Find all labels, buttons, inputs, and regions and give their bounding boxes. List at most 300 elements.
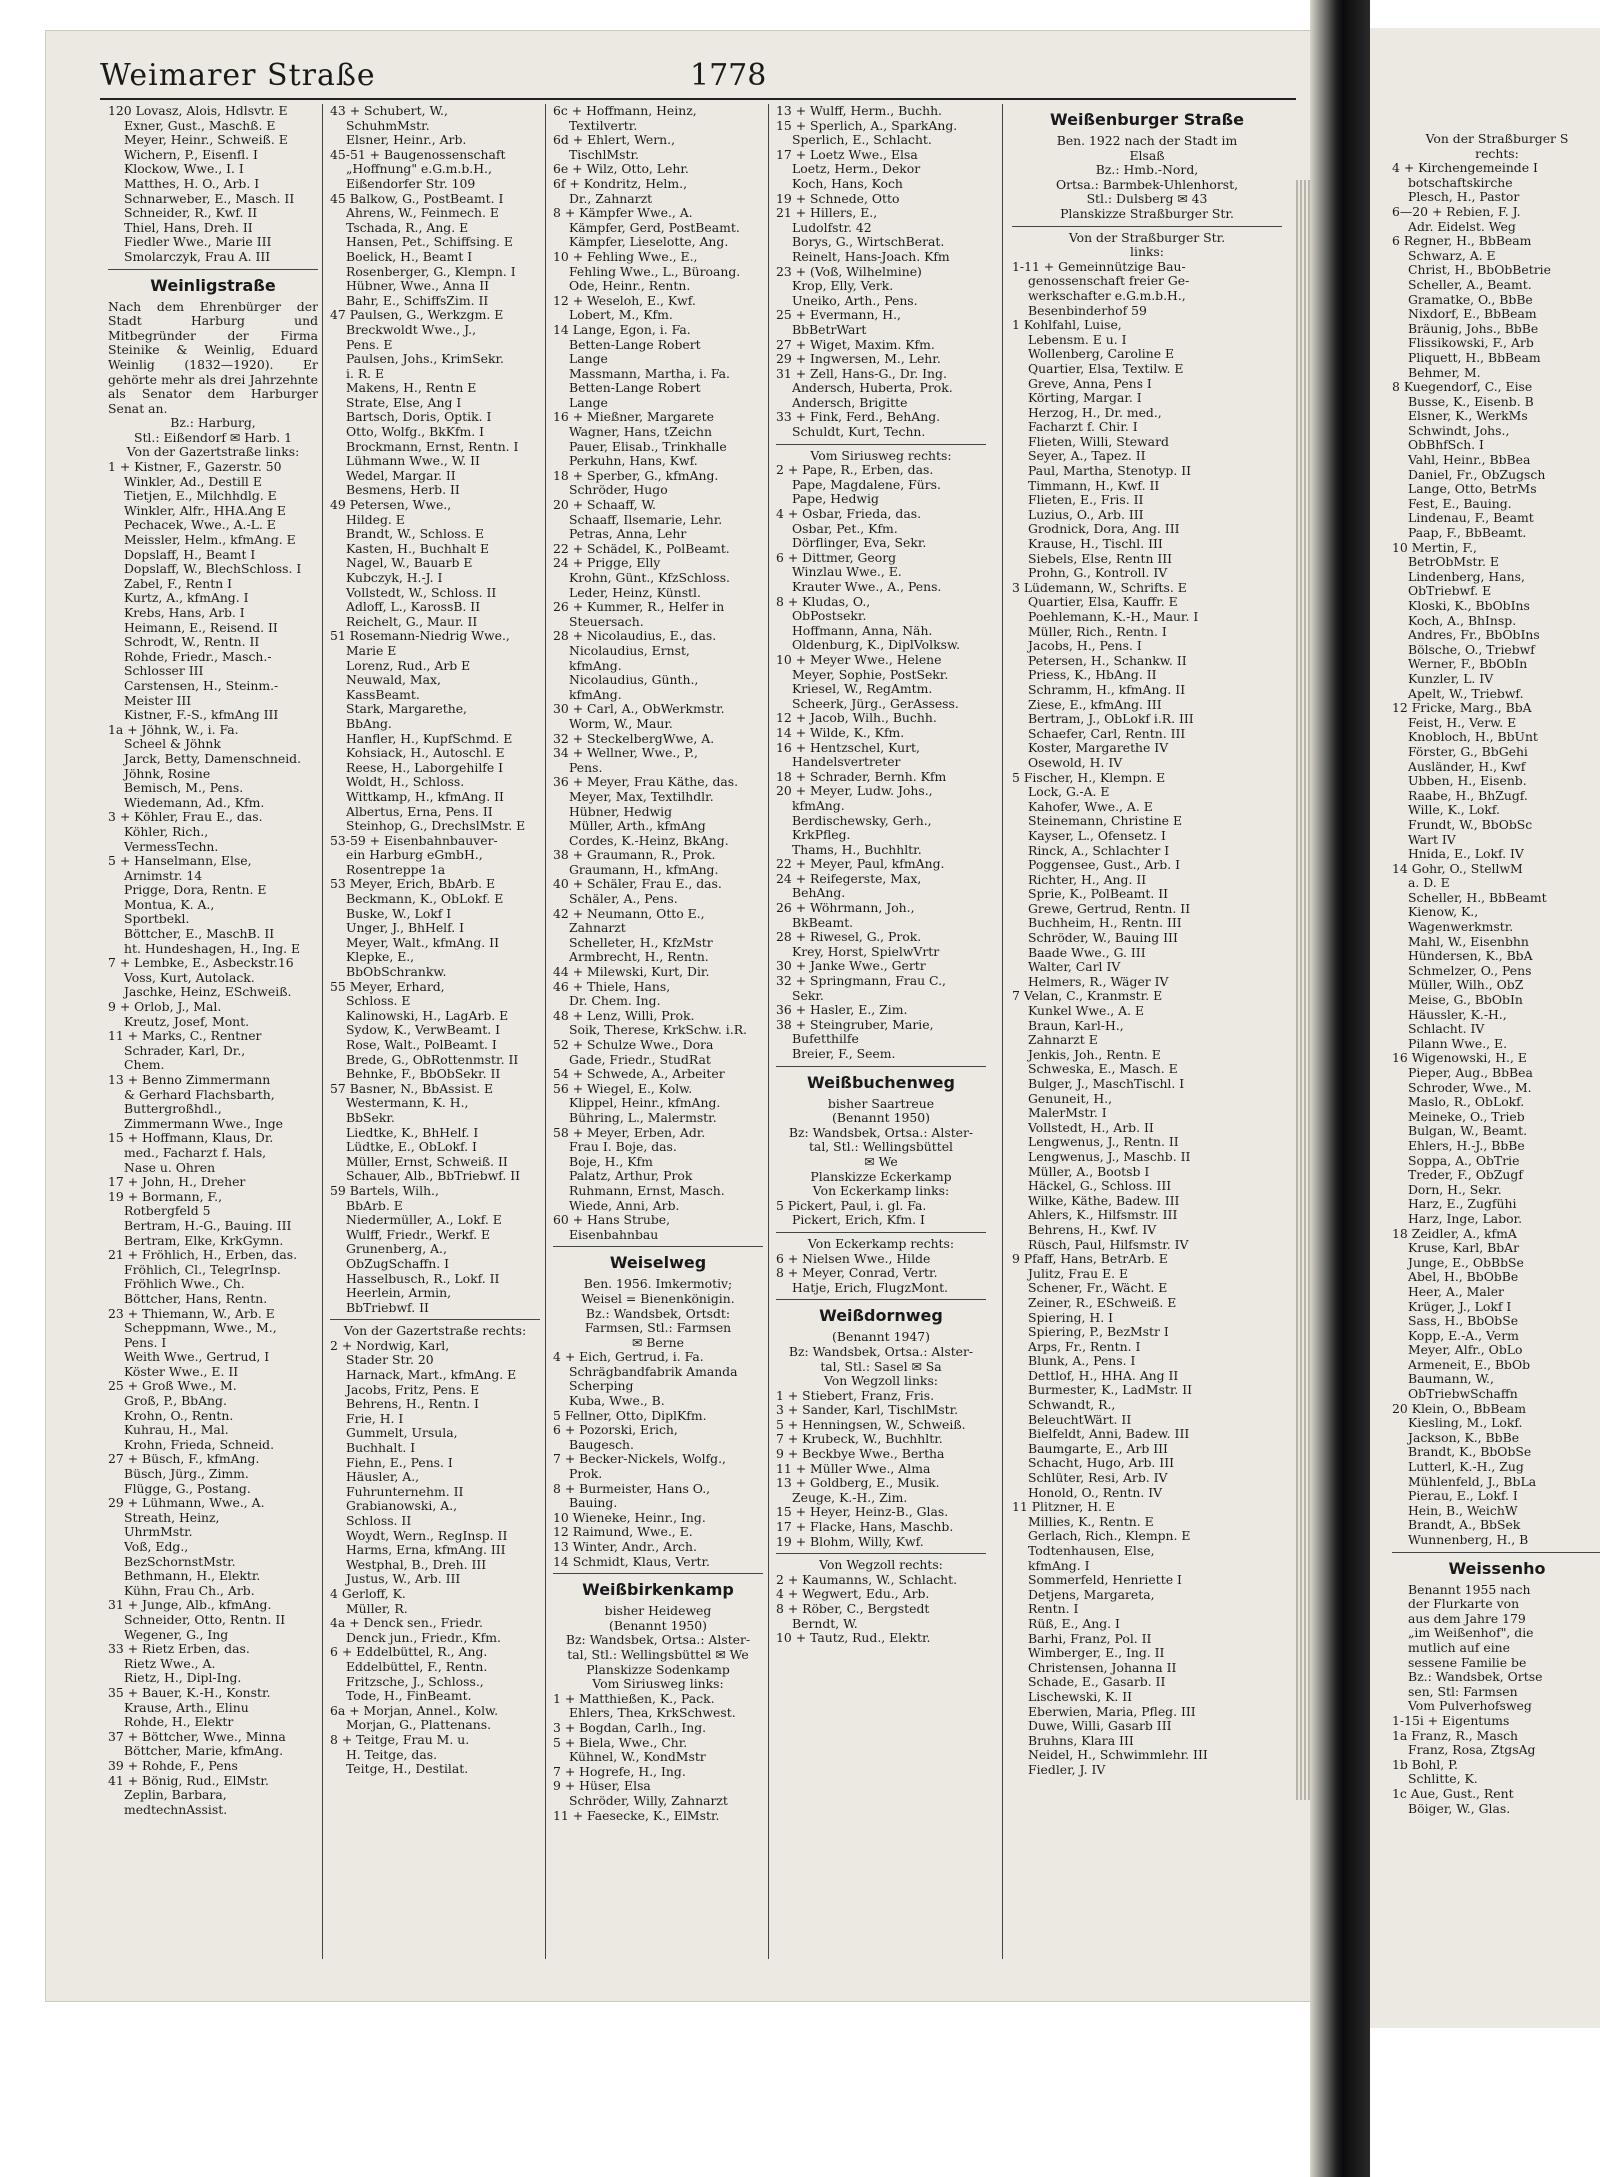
entry-subline: Lange, Otto, BetrMs: [1408, 481, 1537, 497]
entry-subline: Liedtke, K., BhHelf. I: [346, 1124, 479, 1140]
entry-subline: Scheel & Jöhnk: [124, 736, 221, 752]
section-rule: [776, 1066, 986, 1067]
entry-subline: Krohn, O., Rentn.: [124, 1407, 234, 1423]
entry-subline: Marie E: [346, 642, 397, 658]
entry-subline: Meyer, Max, Textilhdlr.: [569, 788, 714, 804]
entry-subline: ein Harburg eGmbH.,: [346, 847, 483, 863]
street-heading: Weiselweg: [609, 1253, 707, 1273]
entry-subline: Rietz, H., Dipl-Ing.: [124, 1670, 242, 1686]
entry-subline: Buchhalt. I: [346, 1440, 416, 1456]
entry-subline: Schlacht. IV: [1408, 1021, 1485, 1037]
entry-line: 3 + Bogdan, Carlh., Ing.: [553, 1719, 707, 1735]
entry-subline: Handelsvertreter: [792, 754, 901, 770]
centered-note: links:: [1130, 244, 1164, 260]
entry-subline: Harz, Inge, Labor.: [1408, 1210, 1523, 1226]
entry-line: 1 + Stiebert, Franz, Fris.: [776, 1387, 935, 1403]
entry-subline: BbSekr.: [346, 1109, 395, 1125]
entry-subline: Müller, Wilh., ObZ: [1408, 977, 1524, 993]
entry-subline: Rüsch, Paul, Hilfsmstr. IV: [1028, 1236, 1189, 1252]
entry-subline: Jacobs, H., Pens. I: [1028, 638, 1142, 654]
entry-subline: Berndt, W.: [792, 1615, 858, 1631]
section-rule: [108, 269, 318, 270]
entry-line: 6 + Eddelbüttel, R., Ang.: [330, 1644, 488, 1660]
entry-subline: Kühnel, W., KondMstr: [569, 1749, 706, 1765]
entry-subline: Frau I. Boje, das.: [569, 1139, 677, 1155]
entry-line: 38 + Steingruber, Marie,: [776, 1016, 934, 1032]
entry-line: 14 + Wilde, K., Kfm.: [776, 724, 905, 740]
entry-line: 29 + Ingwersen, M., Lehr.: [776, 351, 941, 367]
entry-subline: Kasten, H., Buchhalt E: [346, 540, 490, 556]
entry-line: 22 + Schädel, K., PolBeamt.: [553, 540, 730, 556]
entry-subline: Poggensee, Gust., Arb. I: [1028, 857, 1180, 873]
entry-line: 17 + John, H., Dreher: [108, 1174, 246, 1190]
directory-column-3: [553, 104, 763, 1823]
entry-subline: Poehlemann, K.-H., Maur. I: [1028, 609, 1199, 624]
entry-subline: Pickert, Erich, Kfm. I: [792, 1212, 925, 1228]
entry-subline: Kienow, K.,: [1408, 904, 1479, 920]
next-page: [1370, 28, 1600, 2028]
entry-subline: Bölsche, O., Triebwf: [1408, 641, 1535, 657]
entry-subline: UhrmMstr.: [124, 1524, 193, 1540]
entry-subline: Sommerfeld, Henriette I: [1028, 1572, 1182, 1588]
entry-subline: Herzog, H., Dr. med.,: [1028, 404, 1162, 420]
entry-subline: Worm, W., Maur.: [569, 715, 673, 731]
entry-subline: Kunzler, L. IV: [1408, 670, 1494, 686]
entry-subline: H. Teitge, das.: [346, 1746, 438, 1762]
entry-subline: BehAng.: [792, 885, 846, 901]
entry-subline: Breckwoldt Wwe., J.,: [346, 321, 477, 337]
entry-subline: Meineke, O., Trieb: [1408, 1108, 1525, 1124]
centered-note: Bz: Wandsbek, Ortsa.: Alster-: [788, 1343, 974, 1359]
entry-subline: Schelleter, H., KfzMstr: [569, 934, 713, 950]
entry-line: 25 + Evermann, H.,: [776, 307, 901, 323]
entry-subline: ObTriebwSchaffn: [1408, 1386, 1518, 1402]
entry-subline: Krop, Elly, Verk.: [792, 278, 894, 294]
entry-subline: Behrens, H., Rentn. I: [346, 1396, 479, 1412]
entry-subline: Schramm, H., kfmAng. II: [1028, 681, 1186, 697]
entry-subline: Flieten, Willi, Steward: [1028, 433, 1169, 449]
entry-line: 9 Pfaff, Hans, BetrArb. E: [1012, 1251, 1168, 1267]
entry-line: 8 + Kämpfer Wwe., A.: [553, 205, 693, 221]
entry-line: 24 + Prigge, Elly: [553, 555, 661, 571]
entry-subline: Werner, F., BbObIn: [1408, 656, 1528, 672]
entry-subline: BbBetrWart: [792, 321, 867, 337]
entry-line: 46 + Thiele, Hans,: [553, 978, 671, 994]
entry-line: 14 Gohr, O., StellwM: [1392, 860, 1523, 876]
entry-line: 6f + Kondritz, Helm.,: [553, 175, 688, 191]
entry-subline: Kämpfer, Gerd, PostBeamt.: [569, 219, 740, 235]
section-rule: [1012, 226, 1282, 227]
entry-subline: Honold, O., Rentn. IV: [1028, 1484, 1163, 1500]
entry-subline: Klepke, E.,: [346, 949, 415, 965]
entry-subline: BbArb. E: [346, 1197, 403, 1213]
directory-column-5: [1012, 104, 1282, 1778]
entry-line: 20 Klein, O., BbBeam: [1392, 1400, 1526, 1416]
entry-subline: Lindenau, F., Beamt: [1408, 510, 1534, 526]
entry-subline: Woydt, Wern., RegInsp. II: [346, 1527, 508, 1543]
section-rule: [330, 1319, 540, 1320]
entry-subline: Schwandt, R.,: [1028, 1397, 1116, 1413]
directory-column-1: [108, 104, 318, 1817]
entry-line: 52 + Schulze Wwe., Dora: [553, 1037, 714, 1052]
entry-subline: Meister III: [124, 692, 192, 708]
entry-subline: Kistner, F.-S., kfmAng III: [124, 707, 279, 723]
entry-subline: Kohsiack, H., Autoschl. E: [346, 745, 505, 761]
entry-subline: ObBhfSch. I: [1408, 437, 1484, 453]
entry-subline: Kunkel Wwe., A. E: [1028, 1003, 1145, 1019]
centered-note: Bz.: Hmb.-Nord,: [1095, 162, 1199, 178]
entry-line: 5 Fellner, Otto, DiplKfm.: [553, 1407, 707, 1423]
entry-line: 3 + Sander, Karl, TischlMstr.: [776, 1402, 959, 1418]
entry-subline: Kloski, K., BbObIns: [1408, 598, 1530, 613]
entry-subline: Neidel, H., Schwimmlehr. III: [1028, 1747, 1208, 1763]
entry-subline: Sportbekl.: [124, 911, 190, 927]
entry-subline: Bertram, J., ObLokf i.R. III: [1028, 711, 1194, 727]
entry-subline: Wagner, Hans, tZeichn: [569, 424, 712, 440]
centered-note: Vom Siriusweg links:: [592, 1676, 724, 1692]
entry-subline: Wagenwerkmstr.: [1408, 919, 1514, 935]
entry-subline: aus dem Jahre 179: [1408, 1610, 1526, 1626]
entry-subline: ObTriebwf. E: [1408, 583, 1492, 599]
entry-line: 28 + Riwesel, G., Prok.: [776, 929, 922, 945]
entry-line: 8 + Kludas, O.,: [776, 593, 871, 609]
entry-subline: Gade, Friedr., StudRat: [569, 1051, 711, 1067]
entry-subline: Westphal, B., Dreh. III: [346, 1556, 487, 1572]
entry-subline: Schroder, Wwe., M.: [1408, 1079, 1532, 1095]
entry-subline: Exner, Gust., Maschß. E: [124, 117, 276, 133]
entry-subline: Pieper, Aug., BbBea: [1408, 1065, 1533, 1080]
entry-subline: Montua, K. A.,: [124, 896, 215, 912]
entry-line: 40 + Schäler, Frau E., das.: [553, 876, 722, 892]
entry-subline: Treder, F., ObZugf: [1408, 1167, 1523, 1183]
entry-subline: Häussler, K.-H.,: [1408, 1006, 1507, 1022]
entry-subline: Franz, Rosa, ZtgsAg: [1408, 1742, 1536, 1758]
entry-subline: Meyer, Sophie, PostSekr.: [792, 666, 949, 682]
entry-subline: Hanfler, H., KupfSchmd. E: [346, 730, 513, 746]
entry-subline: Lutterl, K.-H., Zug: [1408, 1459, 1524, 1475]
entry-line: 14 Schmidt, Klaus, Vertr.: [553, 1553, 710, 1569]
centered-note: Bz.: Harburg,: [170, 415, 256, 431]
centered-note: Von Eckerkamp rechts:: [807, 1235, 955, 1251]
centered-note: Bz: Wandsbek, Ortsa.: Alster-: [788, 1124, 974, 1140]
entry-subline: Benannt 1955 nach: [1408, 1581, 1531, 1597]
entry-subline: Bulger, J., MaschTischl. I: [1028, 1076, 1185, 1091]
entry-line: 18 + Schrader, Bernh. Kfm: [776, 768, 947, 784]
section-rule: [776, 1232, 986, 1233]
entry-subline: Ruhmann, Ernst, Masch.: [569, 1182, 725, 1198]
entry-line: 11 + Marks, C., Rentner: [108, 1028, 262, 1044]
entry-subline: Brandt, K., BbObSe: [1408, 1444, 1532, 1460]
street-heading: Weißenburger Straße: [1050, 110, 1244, 129]
entry-line: 2 + Nordwig, Karl,: [330, 1337, 450, 1353]
entry-line: 2 + Pape, R., Erben, das.: [776, 462, 934, 478]
entry-line: 58 + Meyer, Erben, Adr.: [553, 1124, 706, 1140]
entry-subline: Körting, Margar. I: [1028, 390, 1142, 406]
entry-line: 49 Petersen, Wwe.,: [330, 497, 452, 513]
entry-subline: Rinck, A., Schlachter I: [1028, 842, 1170, 858]
entry-subline: Pechacek, Wwe., A.-L. E: [124, 517, 276, 533]
entry-subline: Soik, Therese, KrkSchw. i.R.: [569, 1022, 747, 1038]
entry-subline: Harms, Erna, kfmAng. III: [346, 1542, 506, 1558]
entry-subline: Otto, Wolfg., BkKfm. I: [346, 424, 485, 440]
entry-subline: Quartier, Elsa, Kauffr. E: [1028, 594, 1178, 610]
entry-subline: Millies, K., Rentn. E: [1028, 1513, 1154, 1529]
entry-line: 16 Wigenowski, H., E: [1392, 1050, 1527, 1066]
entry-subline: Dettlof, H., HHA. Ang II: [1028, 1367, 1179, 1383]
entry-line: 5 + Biela, Wwe., Chr.: [553, 1734, 688, 1750]
entry-line: 26 + Wöhrmann, Joh.,: [776, 900, 915, 916]
entry-line: 32 + Springmann, Frau C.,: [776, 973, 946, 989]
entry-subline: Wegener, G., Ing: [124, 1626, 229, 1642]
entry-subline: Förster, G., BbGehi: [1408, 743, 1528, 759]
entry-subline: med., Facharzt f. Hals,: [124, 1144, 267, 1160]
entry-subline: Dr. Chem. Ing.: [569, 993, 661, 1009]
entry-subline: Julitz, Frau E. E: [1028, 1265, 1129, 1281]
entry-subline: Mahl, W., Eisenbhn: [1408, 933, 1529, 949]
entry-line: 15 + Sperlich, A., SparkAng.: [776, 117, 958, 133]
entry-subline: Fröhlich, Cl., TelegrInsp.: [124, 1261, 281, 1277]
entry-subline: Sprie, K., PolBeamt. II: [1028, 886, 1169, 902]
entry-subline: Schacht, Hugo, Arb. III: [1028, 1455, 1174, 1471]
entry-subline: Helmers, R., Wäger IV: [1028, 973, 1169, 989]
entry-line: 1 Kohlfahl, Luise,: [1012, 317, 1122, 333]
street-intro: Nach dem Ehrenbürger der Stadt Harburg und Mitbegründer der Firma Steinike & Weinlig, Eduard Weinlig (1832—1920). Er gehörte mehr als drei Jahrzehnte als Senator dem Harburger Senat an.: [108, 298, 318, 416]
entry-line: 10 Wieneke, Heinr., Ing.: [553, 1509, 706, 1525]
entry-line: 17 + Flacke, Hans, Maschb.: [776, 1519, 954, 1535]
entry-subline: Kalinowski, H., LagArb. E: [346, 1007, 509, 1023]
entry-subline: Heerlein, Armin,: [346, 1285, 452, 1301]
entry-subline: Lobert, M., Kfm.: [569, 307, 673, 323]
centered-note: Bz: Wandsbek, Ortsa.: Alster-: [565, 1632, 751, 1648]
entry-subline: Strate, Else, Ang I: [346, 394, 462, 410]
entry-subline: Adloff, L., KarossB. II: [346, 599, 481, 615]
entry-line: 8 Kuegendorf, C., Eise: [1392, 379, 1533, 395]
entry-subline: Kuhrau, H., Mal.: [124, 1422, 229, 1438]
entry-subline: Schröder, W., Bauing III: [1028, 930, 1178, 946]
entry-subline: Müller, A., Bootsb I: [1028, 1163, 1150, 1179]
entry-subline: werkschafter e.G.m.b.H.,: [1028, 287, 1186, 303]
entry-subline: Schloss. II: [346, 1513, 412, 1528]
entry-subline: Köster Wwe., E. II: [124, 1363, 239, 1379]
centered-note: tal, Stl.: Wellingsbüttel ✉ We: [567, 1646, 749, 1662]
entry-subline: Hoffmann, Anna, Näh.: [792, 622, 933, 638]
entry-subline: Teitge, H., Destilat.: [346, 1761, 469, 1777]
entry-line: 5 + Hanselmann, Else,: [108, 853, 252, 869]
entry-subline: Müller, R.: [346, 1600, 408, 1616]
entry-subline: Beckmann, K., ObLokf. E: [346, 891, 504, 907]
entry-line: 12 Fricke, Marg., BbA: [1392, 700, 1532, 716]
entry-line: 22 + Meyer, Paul, kfmAng.: [776, 856, 945, 872]
entry-line: 4 + Osbar, Frieda, das.: [776, 506, 922, 522]
entry-line: 7 + Hogrefe, H., Ing.: [553, 1763, 686, 1779]
entry-subline: Blunk, A., Pens. I: [1028, 1353, 1136, 1369]
entry-subline: Armbrecht, H., Rentn.: [569, 949, 709, 965]
entry-subline: Graumann, H., kfmAng.: [569, 861, 719, 877]
street-heading: Weinligstraße: [150, 275, 276, 295]
entry-subline: Behmer, M.: [1408, 364, 1481, 380]
entry-subline: Rohde, H., Elektr: [124, 1714, 234, 1730]
entry-subline: Woldt, H., Schloss.: [346, 774, 465, 790]
entry-subline: Bartsch, Doris, Optik. I: [346, 409, 492, 425]
centered-note: Ben. 1956. Imkermotiv;: [583, 1276, 733, 1292]
entry-subline: Lange: [569, 351, 608, 367]
entry-line: 1a + Jöhnk, W., i. Fa.: [108, 721, 239, 737]
entry-subline: Behrens, H., Kwf. IV: [1028, 1221, 1157, 1237]
entry-subline: Kopp, E.-A., Verm: [1408, 1327, 1519, 1343]
centered-note: tal, Stl.: Sasel ✉ Sa: [820, 1358, 942, 1374]
entry-subline: Christensen, Johanna II: [1028, 1659, 1177, 1675]
entry-line: 13 + Benno Zimmermann: [108, 1072, 271, 1087]
section-rule: [776, 1299, 986, 1300]
entry-subline: Textilvertr.: [569, 117, 638, 133]
street-heading: Weißbuchenweg: [807, 1072, 955, 1092]
entry-subline: Grodnick, Dora, Ang. III: [1028, 521, 1180, 537]
entry-subline: Quartier, Elsa, Textilw. E: [1028, 360, 1184, 376]
entry-subline: BbAng.: [346, 715, 392, 731]
entry-line: 19 + Schnede, Otto: [776, 190, 900, 206]
centered-note: Von Wegzoll rechts:: [819, 1557, 943, 1573]
entry-subline: Lischewski, K. II: [1028, 1688, 1133, 1704]
entry-subline: Zeplin, Barbara,: [124, 1787, 227, 1803]
entry-subline: Morjan, G., Plattenans.: [346, 1717, 492, 1733]
centered-note: tal, Stl.: Wellingsbüttel: [808, 1139, 954, 1155]
entry-subline: Wollenberg, Caroline E: [1028, 346, 1175, 362]
entry-subline: Rose, Walt., PolBeamt. I: [346, 1037, 497, 1052]
entry-subline: Brandt, A., BbSek: [1408, 1517, 1521, 1533]
entry-subline: Rosentreppe 1a: [346, 861, 446, 877]
entry-subline: Flissikowski, F., Arb: [1408, 335, 1534, 351]
entry-subline: Ahrens, W., Feinmech. E: [346, 205, 499, 221]
entry-subline: Niedermüller, A., Lokf. E: [346, 1212, 502, 1228]
entry-subline: Jarck, Betty, Damenschneid.: [124, 750, 302, 766]
entry-subline: a. D. E: [1408, 875, 1450, 891]
entry-subline: Krohn, Günt., KfzSchloss.: [569, 570, 730, 585]
entry-subline: Streath, Heinz,: [124, 1509, 220, 1525]
centered-note: Elsaß: [1129, 147, 1165, 163]
book-spine: [1310, 0, 1370, 2177]
entry-subline: Winkler, Ad., Destill E: [124, 473, 262, 489]
street-heading: Weißbirkenkamp: [582, 1580, 734, 1600]
entry-subline: Steuersach.: [569, 613, 644, 629]
entry-line: 47 Paulsen, G., Werkzgm. E: [330, 307, 504, 323]
entry-subline: Frundt, W., BbObSc: [1408, 816, 1533, 832]
entry-subline: ht. Hundeshagen, H., Ing. E: [124, 940, 301, 956]
entry-subline: Berdischewsky, Gerh.,: [792, 812, 932, 828]
centered-note: (Benannt 1950): [609, 1617, 707, 1633]
entry-subline: Böttcher, Marie, kfmAng.: [124, 1743, 284, 1759]
entry-subline: Kuba, Wwe., B.: [569, 1393, 665, 1409]
entry-subline: Lüdtke, E., ObLokf. I: [346, 1139, 477, 1155]
entry-subline: „im Weißenhof", die: [1408, 1625, 1534, 1641]
entry-subline: Büsch, Jürg., Zimm.: [124, 1466, 249, 1482]
entry-line: 6 + Dittmer, Georg: [776, 549, 897, 565]
entry-subline: Thiel, Hans, Dreh. II: [124, 219, 253, 235]
entry-subline: Lühmann Wwe., W. II: [346, 453, 480, 469]
header-rule: [100, 98, 1296, 100]
entry-subline: Ehlers, H.-J., BbBe: [1408, 1137, 1525, 1153]
entry-subline: Baade Wwe., G. III: [1028, 944, 1146, 960]
entry-subline: Bühring, L., Malermstr.: [569, 1109, 717, 1125]
entry-subline: Betten-Lange Robert: [569, 380, 701, 396]
entry-subline: Lengwenus, J., Rentn. II: [1028, 1134, 1179, 1150]
entry-subline: Nagel, W., Bauarb E: [346, 555, 473, 571]
entry-subline: Köhler, Rich.,: [124, 823, 209, 839]
entry-subline: Wichern, P., Eisenfl. I: [124, 146, 258, 162]
entry-subline: Hündersen, K., BbA: [1408, 948, 1533, 964]
entry-line: 120 Lovasz, Alois, Hdlsvtr. E: [108, 104, 288, 118]
entry-subline: Schlüter, Resi, Arb. IV: [1028, 1470, 1168, 1486]
column-divider: [322, 104, 323, 1959]
entry-subline: Justus, W., Arb. III: [346, 1571, 461, 1587]
entry-subline: Burmester, K., LadMstr. II: [1028, 1382, 1193, 1398]
entry-subline: Soppa, A., ObTrie: [1408, 1152, 1520, 1168]
entry-line: 60 + Hans Strube,: [553, 1212, 671, 1228]
entry-subline: Hein, B., WeichW: [1408, 1502, 1518, 1518]
centered-note: Von Wegzoll links:: [824, 1373, 938, 1389]
entry-subline: Duwe, Willi, Gasarb III: [1028, 1718, 1172, 1734]
entry-subline: Junge, E., ObBbSe: [1408, 1254, 1524, 1270]
centered-note: ✉ Berne: [632, 1334, 684, 1350]
entry-subline: Bauing.: [569, 1495, 618, 1511]
entry-line: 26 + Kummer, R., Helfer in: [553, 599, 725, 615]
entry-line: 15 + Hoffmann, Klaus, Dr.: [108, 1130, 274, 1146]
centered-note: (Benannt 1950): [832, 1110, 930, 1126]
entry-subline: i. R. E: [346, 365, 385, 381]
entry-subline: Krey, Horst, SpielwVrtr: [792, 943, 940, 959]
entry-subline: Sass, H., BbObSe: [1408, 1313, 1519, 1329]
entry-subline: Winkler, Alfr., HHA.Ang E: [124, 502, 286, 518]
entry-subline: Reinelt, Hans-Joach. Kfm: [792, 248, 950, 264]
entry-line: 4 + Eich, Gertrud, i. Fa.: [553, 1349, 704, 1365]
entry-line: 30 + Janke Wwe., Gertr: [776, 958, 926, 974]
centered-note: Ben. 1922 nach der Stadt im: [1056, 133, 1238, 148]
entry-subline: Bz.: Wandsbek, Ortse: [1408, 1669, 1543, 1685]
entry-subline: Bethmann, H., Elektr.: [124, 1568, 261, 1584]
running-head-street: Weimarer Straße: [100, 58, 376, 93]
entry-line: 53 Meyer, Erich, BbArb. E: [330, 876, 495, 892]
entry-line: 28 + Nicolaudius, E., das.: [553, 628, 717, 644]
entry-line: 13 + Goldberg, E., Musik.: [776, 1475, 940, 1491]
entry-subline: BbObSchrankw.: [346, 964, 447, 980]
entry-subline: Paulsen, Johs., KrimSekr.: [346, 351, 504, 367]
entry-subline: Stark, Margarethe,: [346, 701, 467, 717]
entry-subline: Fritzsche, J., Schloss.,: [346, 1673, 484, 1689]
entry-subline: VermessTechn.: [124, 838, 219, 854]
entry-subline: Vollstedt, W., Schloss. II: [346, 584, 497, 600]
entry-subline: Bulgan, W., Beamt.: [1408, 1123, 1528, 1139]
entry-subline: Prok.: [569, 1466, 603, 1482]
entry-subline: Meise, G., BbObIn: [1408, 992, 1523, 1008]
page-number: 1778: [690, 58, 767, 93]
entry-subline: Leder, Heinz, Künstl.: [569, 584, 701, 600]
entry-line: 6 + Nielsen Wwe., Hilde: [776, 1250, 931, 1266]
centered-note: Farmsen, Stl.: Farmsen: [584, 1320, 732, 1336]
entry-subline: Westermann, K. H.,: [346, 1095, 469, 1111]
entry-line: 43 + Schubert, W.,: [330, 104, 448, 118]
entry-subline: Schröder, Willy, Zahnarzt: [569, 1792, 728, 1808]
entry-subline: Massmann, Martha, i. Fa.: [569, 365, 730, 381]
entry-subline: Meyer, Alfr., ObLo: [1408, 1342, 1523, 1358]
entry-subline: Pauer, Elisab., Trinkhalle: [569, 438, 727, 454]
entry-line: 31 + Zell, Hans-G., Dr. Ing.: [776, 365, 947, 381]
entry-subline: Häckel, G., Schloss. III: [1028, 1178, 1172, 1194]
entry-subline: Richter, H., Ang. II: [1028, 871, 1147, 887]
entry-subline: SchuhmMstr.: [346, 117, 430, 133]
entry-subline: Zabel, F., Rentn I: [124, 575, 233, 591]
entry-line: 8 + Burmeister, Hans O.,: [553, 1480, 711, 1496]
entry-subline: Nicolaudius, Günth.,: [569, 672, 699, 688]
entry-line: 15 + Heyer, Heinz-B., Glas.: [776, 1504, 949, 1520]
